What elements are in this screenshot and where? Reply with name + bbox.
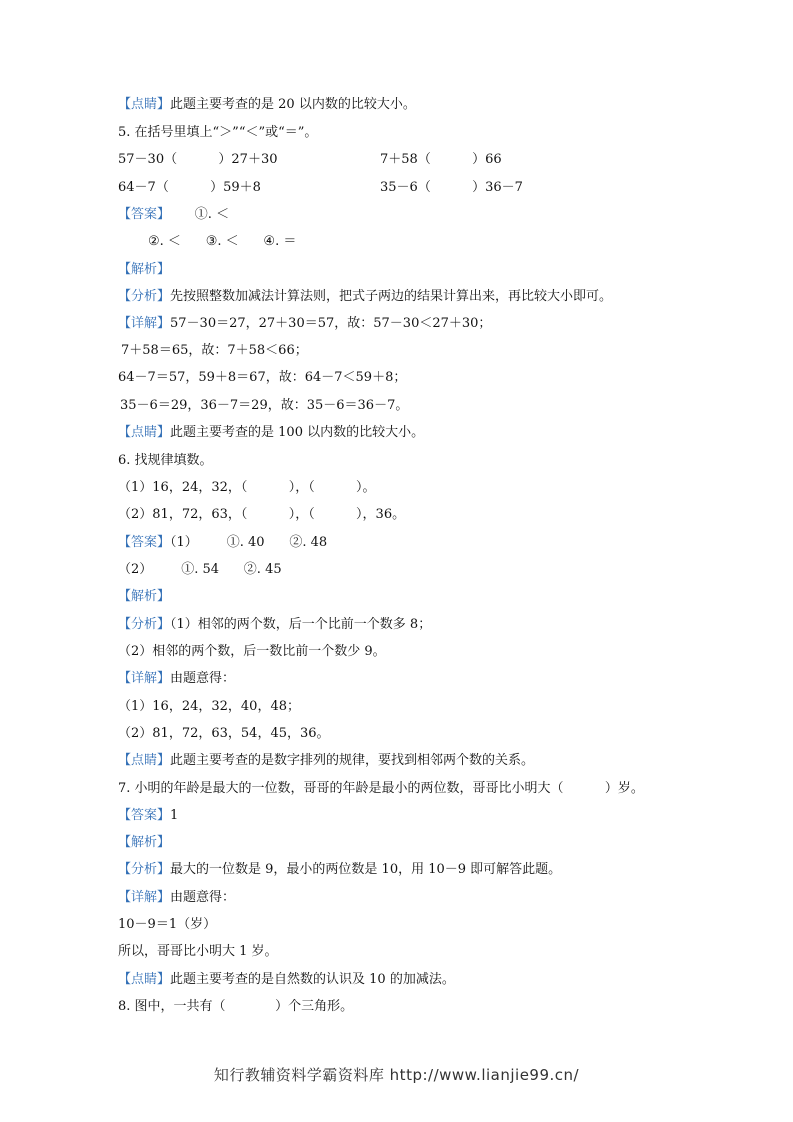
text-line <box>118 671 235 687</box>
text-line <box>118 999 353 1015</box>
text-line <box>118 562 282 578</box>
line-text: 7. 小明的年龄是最大的一位数，哥哥的年龄是最小的两位数，哥哥比小明大（ ）岁。 <box>118 781 644 796</box>
text-line <box>118 97 416 113</box>
text-line <box>118 808 178 824</box>
line-text: 35－6＝29，36－7＝29，故：35－6＝36－7。 <box>120 398 409 413</box>
line-text: 此题主要考查的是自然数的认识及 10 的加减法。 <box>170 972 455 987</box>
text-line <box>118 726 330 742</box>
section-label: 【点睛】 <box>118 97 171 112</box>
text-line <box>118 753 534 769</box>
section-label: 【解析】 <box>118 262 171 277</box>
text-line <box>118 699 300 715</box>
line-text: 57－30＝27，27＋30＝57，故：57－30＜27＋30； <box>170 316 492 331</box>
text-line <box>118 125 317 141</box>
section-label: 【详解】 <box>118 316 171 331</box>
text-line <box>118 316 491 332</box>
text-line <box>118 507 405 523</box>
line-text: （2）81，72，63，（ ），（ ），36。 <box>118 507 406 522</box>
line-text: （2） ①. 54 ②. 45 <box>118 562 282 577</box>
text-line <box>118 453 213 469</box>
section-label: 【解析】 <box>118 589 171 604</box>
line-text: 7＋58＝65，故：7＋58＜66； <box>121 343 308 358</box>
line-text: 此题主要考查的是数字排列的规律，要找到相邻两个数的关系。 <box>170 753 535 768</box>
text-line <box>118 917 216 933</box>
line-text: ②. ＜ ③. ＜ ④. ＝ <box>148 234 297 249</box>
text-line <box>120 398 408 414</box>
line-text: 由题意得： <box>170 890 236 905</box>
section-label: 【解析】 <box>118 835 171 850</box>
text-line <box>118 425 424 441</box>
section-label: 【答案】 <box>118 535 171 550</box>
line-text: 64－7（ ）59＋8 <box>118 180 261 195</box>
text-line <box>118 781 644 797</box>
line-text: （1）相邻的两个数，后一个比前一个数多 8； <box>170 617 432 632</box>
line-text: （1）16，24，32，（ ），（ ）。 <box>118 480 376 495</box>
text-line <box>118 617 431 633</box>
section-label: 【分析】 <box>118 862 171 877</box>
line-text: 先按照整数加减法计算法则，把式子两边的结果计算出来，再比较大小即可。 <box>170 289 613 304</box>
line-text: 6. 找规律填数。 <box>118 453 213 468</box>
section-label: 【答案】 <box>118 207 171 222</box>
footer-watermark: 知行教辅资料学霸资料库 http://www.lianjie99.cn/ <box>213 1066 580 1084</box>
text-line <box>118 152 278 168</box>
section-label: 【分析】 <box>118 617 171 632</box>
section-label: 【详解】 <box>118 671 171 686</box>
text-line <box>118 644 386 660</box>
section-label: 【详解】 <box>118 890 171 905</box>
section-label: 【分析】 <box>118 289 171 304</box>
text-line <box>118 535 327 551</box>
line-text: 由题意得： <box>170 671 236 686</box>
text-line <box>118 262 170 278</box>
problem5-right-2: 35－6（ ）36－7 <box>380 180 523 195</box>
section-label: 【点睛】 <box>118 972 171 987</box>
line-text: 10－9＝1（岁） <box>118 917 217 932</box>
line-text: 所以，哥哥比小明大 1 岁。 <box>118 944 278 959</box>
text-line <box>121 343 308 359</box>
text-line <box>118 944 278 960</box>
text-line <box>118 289 612 305</box>
line-text: 此题主要考查的是 20 以内数的比较大小。 <box>170 97 416 112</box>
text-line <box>118 207 229 223</box>
text-line <box>118 180 261 196</box>
text-line <box>118 835 170 851</box>
line-text: 5. 在括号里填上“＞”“＜”或“＝”。 <box>118 125 318 140</box>
text-line <box>118 890 235 906</box>
line-text: 57－30（ ）27＋30 <box>118 152 278 167</box>
line-text: 1 <box>170 808 179 823</box>
text-line <box>118 589 170 605</box>
text-line <box>118 862 561 878</box>
text-line <box>148 234 296 250</box>
line-text: 此题主要考查的是 100 以内数的比较大小。 <box>170 425 425 440</box>
line-text: 8. 图中，一共有（ ）个三角形。 <box>118 999 354 1014</box>
line-text: （2）81，72，63，54，45，36。 <box>118 726 330 741</box>
section-label: 【点睛】 <box>118 425 171 440</box>
text-line <box>118 972 455 988</box>
text-line <box>118 480 376 496</box>
line-text: 最大的一位数是 9，最小的两位数是 10，用 10－9 即可解答此题。 <box>170 862 562 877</box>
line-text: （1） ①. 40 ②. 48 <box>170 535 328 550</box>
line-text: （1）16，24，32，40，48； <box>118 699 300 714</box>
section-label: 【答案】 <box>118 808 171 823</box>
line-text: 64－7＝57，59＋8＝67，故：64－7＜59＋8； <box>118 370 407 385</box>
text-line <box>118 370 406 386</box>
section-label: 【点睛】 <box>118 753 171 768</box>
problem5-right-1: 7＋58（ ）66 <box>380 152 502 167</box>
line-text: ①. ＜ <box>170 207 230 222</box>
line-text: （2）相邻的两个数，后一数比前一个数少 9。 <box>118 644 386 659</box>
